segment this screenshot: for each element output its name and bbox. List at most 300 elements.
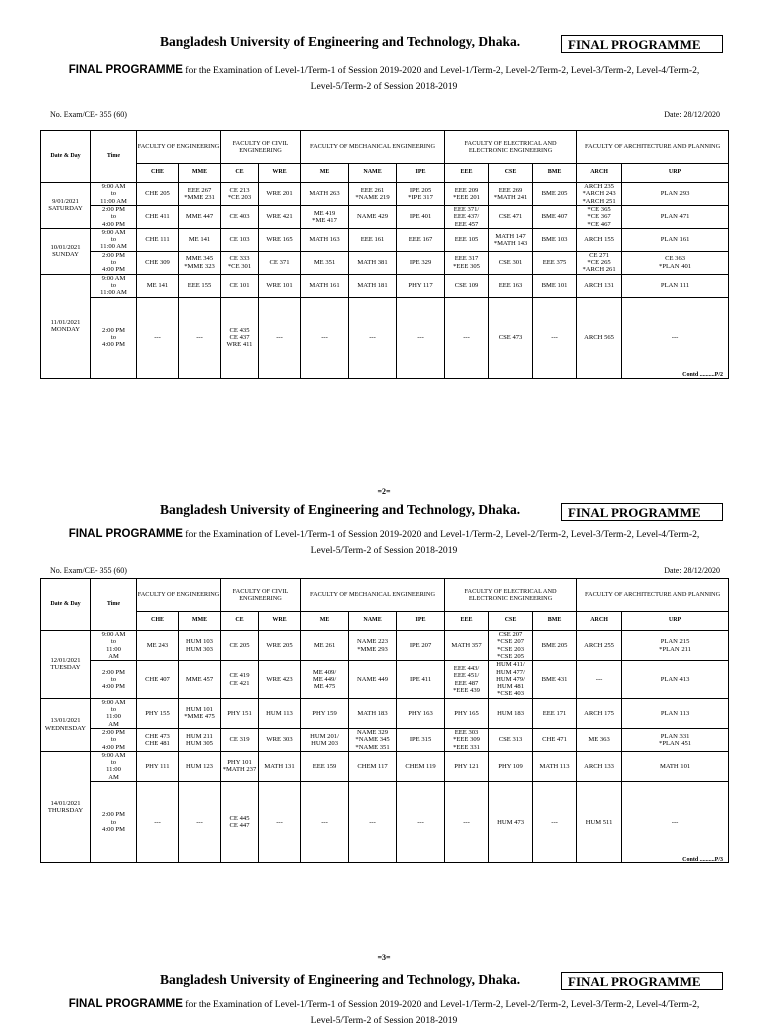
exam-day: WEDNESDAY [44, 724, 87, 732]
cell-line: CE 437 [229, 334, 250, 342]
course-cell-bme [533, 782, 577, 863]
exam-day: TUESDAY [50, 664, 81, 672]
cell-line: 2:00 PM [102, 811, 125, 819]
cell-line: NAME 223 [357, 638, 389, 646]
course-cell-ce [221, 183, 259, 206]
continued-note: Contd ..........P/3 [682, 857, 723, 863]
reference-number: No. Exam/CE- 355 (60) [50, 110, 127, 119]
cell-line: CHE 481 [145, 739, 170, 747]
course-cell-me [301, 205, 349, 228]
cell-line: --- [369, 334, 376, 342]
cell-line: *ARCH 243 [582, 190, 616, 198]
course-cell-wre [259, 661, 301, 698]
cell-line: EEE 161 [360, 236, 385, 244]
cell-line: BME 205 [541, 190, 568, 198]
exam-day: MONDAY [50, 326, 81, 334]
schedule-table-page-2 [40, 578, 729, 863]
course-cell-mme [179, 661, 221, 698]
header-dept-bme: BME [533, 611, 577, 630]
course-cell-eee [445, 228, 489, 251]
header-dept-wre: WRE [259, 163, 301, 182]
cell-line: EEE 167 [408, 236, 433, 244]
course-cell-ipe [397, 782, 445, 863]
cell-line: --- [671, 334, 679, 342]
cell-line: ME 351 [313, 259, 336, 267]
course-cell-mme [179, 251, 221, 274]
cell-line: PHY 159 [312, 709, 337, 717]
cell-line: *EEE 201 [453, 194, 480, 202]
course-cell-eee [445, 297, 489, 378]
programme-title [40, 62, 728, 95]
cell-line: ARCH 133 [584, 762, 614, 770]
header-dept-urp: URP [622, 611, 729, 630]
course-cell-bme [533, 631, 577, 661]
cell-line: MATH 357 [451, 642, 482, 650]
course-cell-urp [622, 297, 729, 378]
header-time: Time [91, 131, 137, 183]
cell-line: *EEE 439 [453, 686, 480, 694]
cell-line: CE 333 [229, 255, 250, 263]
cell-line: HUM 479/ [496, 675, 525, 683]
schedule-table-page-1 [40, 130, 729, 379]
header-dept-eee: EEE [445, 611, 489, 630]
reference-number: No. Exam/CE- 355 (60) [50, 566, 127, 575]
header-faculty-architecture: FACULTY OF ARCHITECTURE AND PLANNING [577, 131, 729, 164]
course-cell-cse [489, 661, 533, 698]
date-day-cell [41, 183, 91, 229]
cell-line: ME 363 [588, 736, 610, 744]
cell-line: CHE 309 [145, 259, 170, 267]
cell-line: BME 101 [541, 281, 568, 289]
cell-line: ME 261 [313, 642, 336, 650]
cell-line: IPE 411 [409, 675, 432, 683]
cell-line: --- [321, 818, 328, 826]
course-cell-eee [445, 251, 489, 274]
cell-line: CHEM 117 [357, 762, 388, 770]
cell-line: to [110, 706, 117, 714]
cell-line: ME 409/ [312, 668, 337, 676]
course-cell-che [137, 661, 179, 698]
header-dept-che: CHE [137, 611, 179, 630]
header-dept-cse: CSE [489, 611, 533, 630]
cell-line: *CE 203 [227, 194, 252, 202]
cell-line: CE 371 [269, 259, 290, 267]
cell-line: 9:00 AM [101, 228, 126, 236]
time-cell [91, 183, 137, 206]
course-cell-ce [221, 297, 259, 378]
cell-line: PHY 163 [408, 709, 433, 717]
cell-line: EEE 171 [542, 709, 567, 717]
date-day-cell [41, 698, 91, 751]
course-cell-ce [221, 228, 259, 251]
course-cell-name [349, 251, 397, 274]
header-dept-cse: CSE [489, 163, 533, 182]
time-cell [91, 274, 137, 297]
time-cell [91, 631, 137, 661]
course-cell-arch [577, 251, 622, 274]
course-cell-cse [489, 751, 533, 781]
date-day-cell [41, 274, 91, 378]
cell-line: CE 205 [229, 642, 250, 650]
time-cell [91, 661, 137, 698]
cell-line: ME 419 [313, 209, 336, 217]
course-cell-che [137, 205, 179, 228]
cell-line: --- [196, 334, 203, 342]
course-cell-me [301, 751, 349, 781]
header-dept-ipe: IPE [397, 163, 445, 182]
cell-line: --- [276, 334, 283, 342]
cell-line: PLAN 215 [660, 638, 690, 646]
cell-line: *MATH 237 [222, 766, 257, 774]
course-cell-ipe [397, 698, 445, 728]
cell-line: MATH 181 [357, 281, 388, 289]
exam-date: 10/01/2021 [50, 243, 81, 251]
cell-line: CHE 473 [145, 732, 170, 740]
cell-line: 9:00 AM [101, 751, 126, 759]
cell-line: ARCH 131 [584, 281, 614, 289]
exam-date: 12/01/2021 [50, 657, 81, 665]
cell-line: 11:00 [106, 713, 121, 721]
cell-line: 11:00 [106, 645, 121, 653]
cell-line: to [110, 259, 117, 267]
course-cell-bme [533, 698, 577, 728]
cell-line: IPE 205 [409, 186, 432, 194]
cell-line: MATH 161 [309, 281, 340, 289]
header-dept-me: ME [301, 163, 349, 182]
notice-date: Date: 28/12/2020 [664, 110, 720, 119]
table-row [41, 274, 729, 297]
cell-line: ARCH 175 [584, 709, 614, 717]
cell-line: MATH 147 [495, 232, 526, 240]
cell-line: WRE 101 [266, 281, 293, 289]
course-cell-cse [489, 205, 533, 228]
cell-line: HUM 123 [186, 762, 213, 770]
cell-line: AM [108, 720, 119, 728]
course-cell-ipe [397, 205, 445, 228]
cell-line: 9:00 AM [101, 698, 126, 706]
title-bold: FINAL PROGRAMME [68, 64, 183, 76]
cell-line: EEE 371/ [453, 205, 480, 213]
course-cell-che [137, 183, 179, 206]
cell-line: ARCH 235 [584, 183, 614, 191]
cell-line: to [110, 334, 117, 342]
course-cell-mme [179, 297, 221, 378]
course-cell-mme [179, 631, 221, 661]
cell-line: CHE 205 [145, 190, 170, 198]
course-cell-urp [622, 698, 729, 728]
cell-line: to [110, 236, 117, 244]
cell-line: *PLAN 211 [659, 645, 691, 653]
table-row [41, 631, 729, 661]
cell-line: *CSE 205 [497, 652, 524, 660]
cell-line: *NAME 219 [355, 194, 390, 202]
cell-line: *CSE 403 [497, 690, 524, 698]
cell-line: to [110, 638, 117, 646]
course-cell-bme [533, 751, 577, 781]
course-cell-mme [179, 698, 221, 728]
cell-line: CE 421 [229, 679, 250, 687]
course-cell-wre [259, 297, 301, 378]
course-cell-wre [259, 251, 301, 274]
cell-line: HUM 305 [186, 739, 213, 747]
time-cell [91, 728, 137, 751]
cell-line: HUM 411/ [496, 661, 525, 669]
header-dept-urp: URP [622, 163, 729, 182]
course-cell-arch [577, 698, 622, 728]
course-cell-urp [622, 205, 729, 228]
cell-line: CHE 411 [145, 213, 170, 221]
cell-line: PHY 111 [145, 762, 170, 770]
cell-line: ARCH 255 [584, 642, 614, 650]
cell-line: *EEE 309 [453, 736, 480, 744]
course-cell-arch [577, 631, 622, 661]
course-cell-ipe [397, 661, 445, 698]
table-row [41, 183, 729, 206]
course-cell-urp [622, 751, 729, 781]
course-cell-name [349, 751, 397, 781]
header-dept-wre: WRE [259, 611, 301, 630]
title-bold: FINAL PROGRAMME [68, 528, 183, 540]
cell-line: *MME 231 [184, 194, 215, 202]
cell-line: EEE 375 [542, 259, 567, 267]
course-cell-ce [221, 751, 259, 781]
cell-line: PHY 109 [498, 762, 523, 770]
cell-line: --- [369, 818, 376, 826]
cell-line: *MATH 143 [493, 239, 528, 247]
table-row [41, 782, 729, 863]
cell-line: NAME 329 [357, 728, 389, 736]
cell-line: --- [551, 818, 558, 826]
cell-line: HUM 211 [186, 732, 213, 740]
cell-line: BME 103 [541, 236, 568, 244]
cell-line: AM [108, 652, 119, 660]
header-date-day: Date & Day [41, 131, 91, 183]
cell-line: CSE 301 [498, 259, 523, 267]
course-cell-me [301, 631, 349, 661]
cell-line: PLAN 471 [660, 213, 690, 221]
cell-line: BME 431 [541, 675, 568, 683]
cell-line: --- [551, 334, 558, 342]
cell-line: HUM 203 [311, 739, 338, 747]
cell-line: CE 101 [229, 281, 250, 289]
course-cell-ipe [397, 751, 445, 781]
cell-line: IPE 207 [409, 642, 432, 650]
cell-line: --- [276, 818, 283, 826]
cell-line: MATH 183 [357, 709, 388, 717]
course-cell-che [137, 782, 179, 863]
cell-line: --- [463, 818, 470, 826]
header-row-faculties [41, 579, 729, 612]
course-cell-che [137, 297, 179, 378]
course-cell-cse [489, 297, 533, 378]
cell-line: 2:00 PM [102, 205, 125, 213]
course-cell-name [349, 782, 397, 863]
time-cell [91, 297, 137, 378]
date-day-cell [41, 228, 91, 274]
course-cell-wre [259, 751, 301, 781]
date-day-cell [41, 751, 91, 862]
cell-line: EEE 437/ [453, 213, 480, 221]
cell-line: --- [671, 818, 679, 826]
header-faculty-civil: FACULTY OF CIVIL ENGINEERING [221, 579, 301, 612]
course-cell-arch [577, 274, 622, 297]
cell-line: *ARCH 261 [582, 266, 616, 274]
title-line1: for the Examination of Level-1/Term-1 of Session 2019-2020 and Level-1/Term-2, Level-2/Term-2, Level-3/Term-2, Level-4/Term-2, [182, 529, 700, 540]
cell-line: HUM 183 [497, 709, 524, 717]
table-row [41, 661, 729, 698]
course-cell-urp [622, 274, 729, 297]
cell-line: *PLAN 401 [659, 262, 692, 270]
time-cell [91, 251, 137, 274]
course-cell-ce [221, 728, 259, 751]
cell-line: 2:00 PM [102, 728, 125, 736]
course-cell-ce [221, 251, 259, 274]
cell-line: EEE 457 [454, 220, 479, 228]
university-name: Bangladesh University of Engineering and Technology, Dhaka. [160, 502, 521, 517]
course-cell-wre [259, 205, 301, 228]
final-programme-box: FINAL PROGRAMME [561, 972, 723, 990]
course-cell-mme [179, 751, 221, 781]
course-cell-arch [577, 782, 622, 863]
course-cell-arch [577, 728, 622, 751]
course-cell-urp [622, 251, 729, 274]
table-row [41, 698, 729, 728]
title-line1: for the Examination of Level-1/Term-1 of Session 2019-2020 and Level-1/Term-2, Level-2/Term-2, Level-3/Term-2, Level-4/Term-2, [182, 65, 700, 76]
course-cell-ipe [397, 228, 445, 251]
course-cell-cse [489, 698, 533, 728]
header-row-departments [41, 611, 729, 630]
cell-line: 4:00 PM [102, 743, 125, 751]
course-cell-bme [533, 661, 577, 698]
course-cell-me [301, 274, 349, 297]
cell-line: ARCH 155 [584, 236, 614, 244]
cell-line: PHY 165 [454, 709, 479, 717]
cell-line: ME 141 [146, 281, 169, 289]
course-cell-cse [489, 728, 533, 751]
cell-line: EEE 443/ [453, 664, 480, 672]
course-cell-eee [445, 183, 489, 206]
cell-line: *IPE 317 [408, 194, 433, 202]
cell-line: MATH 131 [264, 762, 295, 770]
header-faculty-mechanical: FACULTY OF MECHANICAL ENGINEERING [301, 131, 445, 164]
header-dept-ipe: IPE [397, 611, 445, 630]
course-cell-che [137, 228, 179, 251]
cell-line: to [110, 281, 117, 289]
header-faculty-mechanical: FACULTY OF MECHANICAL ENGINEERING [301, 579, 445, 612]
course-cell-wre [259, 728, 301, 751]
course-cell-arch [577, 297, 622, 378]
cell-line: WRE 201 [266, 190, 293, 198]
cell-line: PHY 101 [227, 759, 252, 767]
cell-line: 2:00 PM [102, 326, 125, 334]
cell-line: HUM 511 [585, 818, 613, 826]
course-cell-ce [221, 205, 259, 228]
cell-line: --- [154, 818, 161, 826]
course-cell-ce [221, 782, 259, 863]
exam-date: 11/01/2021 [50, 318, 81, 326]
course-cell-ipe [397, 297, 445, 378]
course-cell-arch [577, 661, 622, 698]
header-faculty-architecture: FACULTY OF ARCHITECTURE AND PLANNING [577, 579, 729, 612]
cell-line: BME 407 [541, 213, 568, 221]
cell-line: --- [321, 334, 328, 342]
header-faculty-engineering: FACULTY OF ENGINEERING [137, 131, 221, 164]
cell-line: 2:00 PM [102, 668, 125, 676]
notice-date: Date: 28/12/2020 [664, 566, 720, 575]
page-number-3: =3= [377, 953, 391, 962]
header-dept-mme: MME [179, 163, 221, 182]
cell-line: *CSE 203 [497, 645, 524, 653]
course-cell-cse [489, 183, 533, 206]
cell-line: --- [196, 818, 203, 826]
page-number-2: =2= [377, 487, 391, 496]
cell-line: EEE 269 [498, 186, 523, 194]
cell-line: HUM 481 [497, 683, 524, 691]
header-dept-me: ME [301, 611, 349, 630]
cell-line: CE 445 [229, 814, 250, 822]
cell-line: CE 419 [229, 672, 250, 680]
course-cell-cse [489, 631, 533, 661]
cell-line: PHY 151 [227, 709, 252, 717]
cell-line: *CE 265 [587, 259, 611, 267]
course-cell-urp [622, 228, 729, 251]
cell-line: 9:00 AM [101, 274, 126, 282]
exam-day: SATURDAY [48, 205, 83, 213]
course-cell-urp [622, 728, 729, 751]
cell-line: ME 475 [313, 683, 336, 691]
course-cell-ipe [397, 183, 445, 206]
course-cell-wre [259, 631, 301, 661]
cell-line: CE 103 [229, 236, 250, 244]
course-cell-ipe [397, 631, 445, 661]
cell-line: CE 403 [229, 213, 250, 221]
programme-title [40, 996, 728, 1029]
cell-line: PLAN 413 [660, 675, 690, 683]
cell-line: PLAN 331 [660, 732, 690, 740]
cell-line: CE 213 [229, 186, 250, 194]
cell-line: 4:00 PM [102, 683, 125, 691]
cell-line: EEE 267 [187, 186, 212, 194]
cell-line: 4:00 PM [102, 266, 125, 274]
cell-line: 4:00 PM [102, 825, 125, 833]
header-dept-eee: EEE [445, 163, 489, 182]
cell-line: *CSE 207 [497, 638, 524, 646]
cell-line: EEE 163 [498, 281, 523, 289]
course-cell-arch [577, 183, 622, 206]
time-cell [91, 228, 137, 251]
table-row [41, 297, 729, 378]
cell-line: HUM 201/ [310, 732, 339, 740]
course-cell-cse [489, 274, 533, 297]
cell-line: WRE 421 [266, 213, 293, 221]
exam-date: 14/01/2021 [50, 799, 81, 807]
course-cell-wre [259, 274, 301, 297]
cell-line: CSE 313 [498, 736, 523, 744]
course-cell-arch [577, 205, 622, 228]
course-cell-mme [179, 228, 221, 251]
course-cell-urp [622, 183, 729, 206]
table-row [41, 205, 729, 228]
course-cell-mme [179, 183, 221, 206]
cell-line: WRE 165 [266, 236, 293, 244]
course-cell-che [137, 274, 179, 297]
cell-line: PLAN 161 [660, 236, 690, 244]
cell-line: MATH 163 [309, 236, 340, 244]
course-cell-urp [622, 661, 729, 698]
header-faculty-electrical: FACULTY OF ELECTRICAL AND ELECTRONIC ENGINEERING [445, 579, 577, 612]
course-cell-name [349, 297, 397, 378]
course-cell-me [301, 728, 349, 751]
